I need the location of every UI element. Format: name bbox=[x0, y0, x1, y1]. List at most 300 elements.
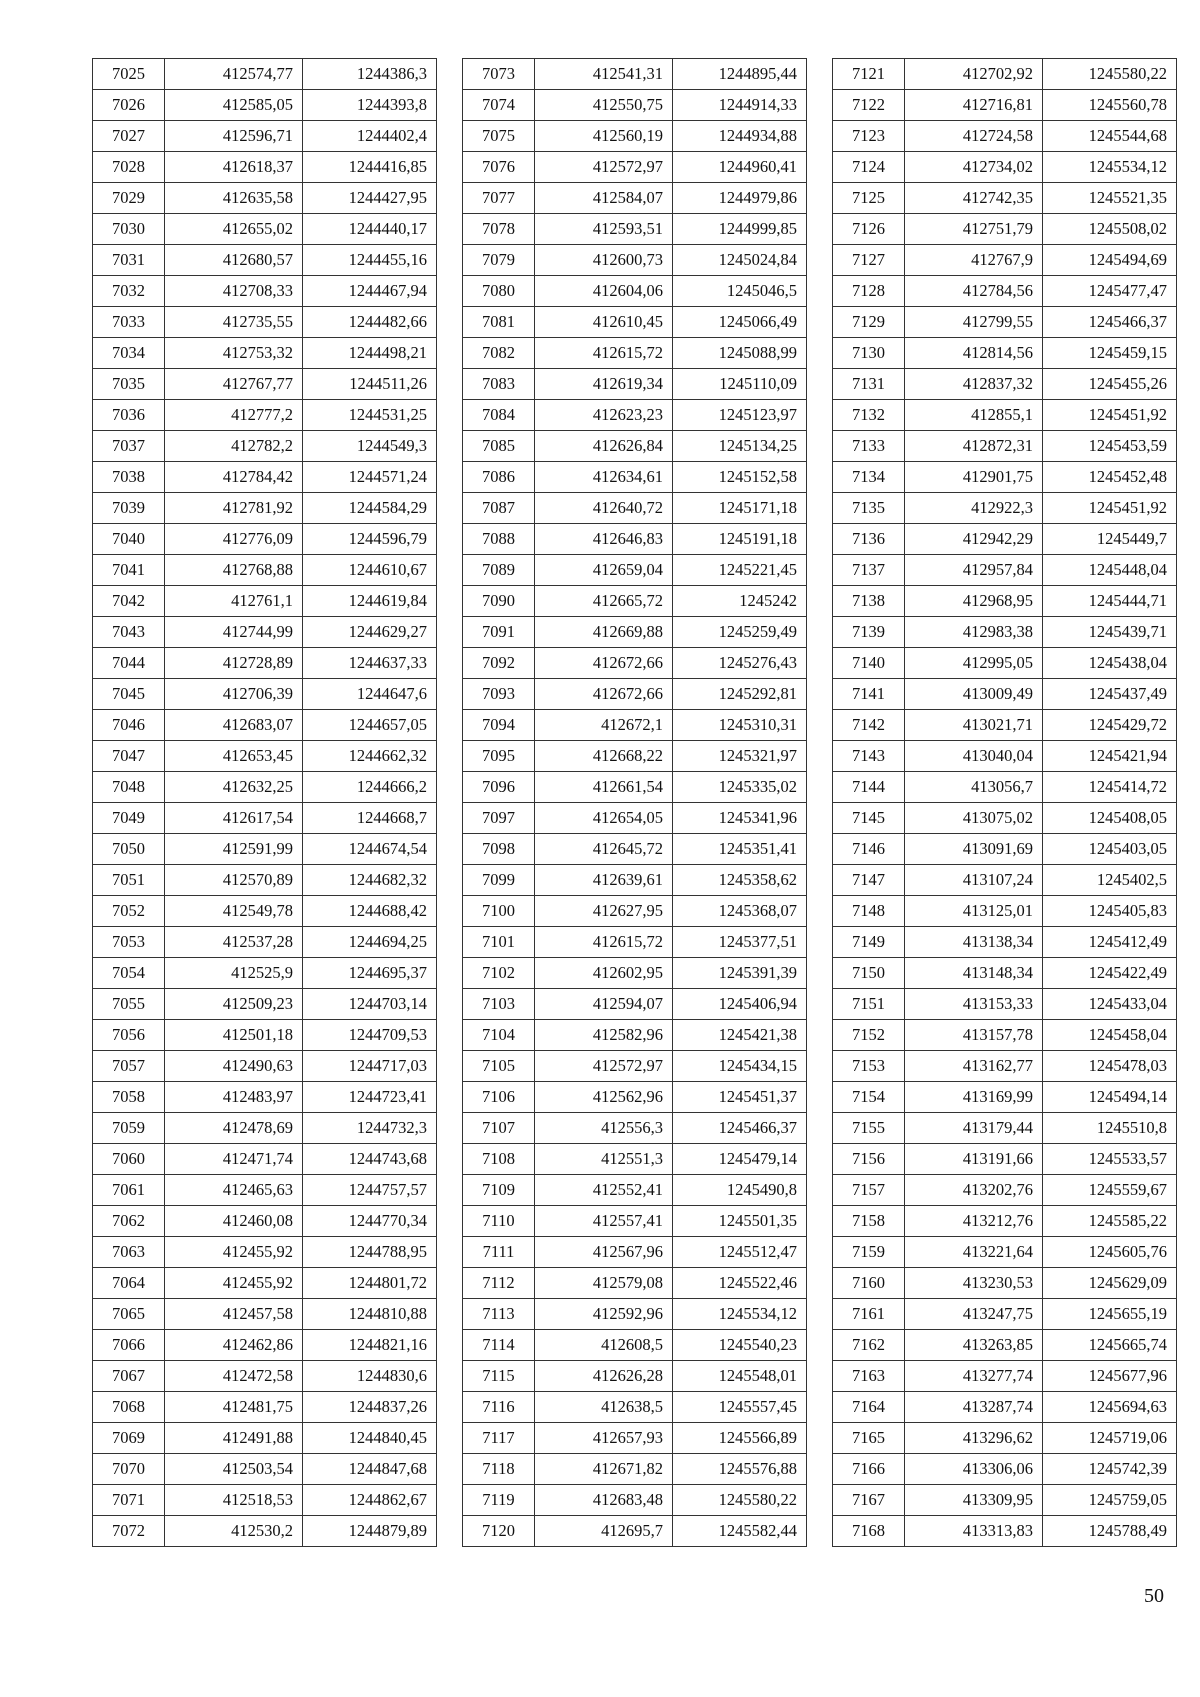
point-number-cell: 7163 bbox=[833, 1361, 905, 1392]
y-coordinate-cell: 1245403,05 bbox=[1043, 834, 1177, 865]
point-number-cell: 7064 bbox=[93, 1268, 165, 1299]
point-number-cell: 7138 bbox=[833, 586, 905, 617]
y-coordinate-cell: 1245422,49 bbox=[1043, 958, 1177, 989]
table-row bbox=[463, 1485, 807, 1516]
y-coordinate-cell: 1245453,59 bbox=[1043, 431, 1177, 462]
point-number-cell: 7054 bbox=[93, 958, 165, 989]
table-row bbox=[463, 1268, 807, 1299]
x-coordinate-cell: 412615,72 bbox=[535, 338, 673, 369]
x-coordinate-cell: 413221,64 bbox=[905, 1237, 1043, 1268]
x-coordinate-cell: 413009,49 bbox=[905, 679, 1043, 710]
table-row bbox=[463, 1237, 807, 1268]
x-coordinate-cell: 412570,89 bbox=[165, 865, 303, 896]
point-number-cell: 7100 bbox=[463, 896, 535, 927]
table-row bbox=[463, 555, 807, 586]
y-coordinate-cell: 1244770,34 bbox=[303, 1206, 437, 1237]
y-coordinate-cell: 1245066,49 bbox=[673, 307, 807, 338]
x-coordinate-cell: 412562,96 bbox=[535, 1082, 673, 1113]
table-row bbox=[833, 121, 1177, 152]
x-coordinate-cell: 412784,56 bbox=[905, 276, 1043, 307]
y-coordinate-cell: 1244629,27 bbox=[303, 617, 437, 648]
y-coordinate-cell: 1245479,14 bbox=[673, 1144, 807, 1175]
table-row bbox=[93, 958, 437, 989]
y-coordinate-cell: 1245242 bbox=[673, 586, 807, 617]
table-row bbox=[463, 617, 807, 648]
point-number-cell: 7037 bbox=[93, 431, 165, 462]
point-number-cell: 7141 bbox=[833, 679, 905, 710]
point-number-cell: 7128 bbox=[833, 276, 905, 307]
x-coordinate-cell: 412728,89 bbox=[165, 648, 303, 679]
table-row bbox=[833, 865, 1177, 896]
y-coordinate-cell: 1245501,35 bbox=[673, 1206, 807, 1237]
point-number-cell: 7094 bbox=[463, 710, 535, 741]
point-number-cell: 7133 bbox=[833, 431, 905, 462]
point-number-cell: 7139 bbox=[833, 617, 905, 648]
y-coordinate-cell: 1245466,37 bbox=[673, 1113, 807, 1144]
x-coordinate-cell: 412968,95 bbox=[905, 586, 1043, 617]
point-number-cell: 7102 bbox=[463, 958, 535, 989]
table-row bbox=[833, 400, 1177, 431]
y-coordinate-cell: 1244999,85 bbox=[673, 214, 807, 245]
y-coordinate-cell: 1244757,57 bbox=[303, 1175, 437, 1206]
y-coordinate-cell: 1245533,57 bbox=[1043, 1144, 1177, 1175]
table-row bbox=[833, 276, 1177, 307]
x-coordinate-cell: 412655,02 bbox=[165, 214, 303, 245]
point-number-cell: 7030 bbox=[93, 214, 165, 245]
x-coordinate-cell: 413153,33 bbox=[905, 989, 1043, 1020]
x-coordinate-cell: 412457,58 bbox=[165, 1299, 303, 1330]
x-coordinate-cell: 413296,62 bbox=[905, 1423, 1043, 1454]
point-number-cell: 7036 bbox=[93, 400, 165, 431]
y-coordinate-cell: 1244610,67 bbox=[303, 555, 437, 586]
y-coordinate-cell: 1245444,71 bbox=[1043, 586, 1177, 617]
table-row bbox=[463, 462, 807, 493]
point-number-cell: 7045 bbox=[93, 679, 165, 710]
table-row bbox=[833, 555, 1177, 586]
y-coordinate-cell: 1244467,94 bbox=[303, 276, 437, 307]
x-coordinate-cell: 412659,04 bbox=[535, 555, 673, 586]
y-coordinate-cell: 1245451,92 bbox=[1043, 400, 1177, 431]
table-row bbox=[833, 152, 1177, 183]
y-coordinate-cell: 1244682,32 bbox=[303, 865, 437, 896]
table-row bbox=[833, 90, 1177, 121]
table-row bbox=[93, 834, 437, 865]
coordinate-table-body bbox=[93, 59, 437, 1547]
table-row bbox=[463, 927, 807, 958]
table-row bbox=[463, 524, 807, 555]
point-number-cell: 7040 bbox=[93, 524, 165, 555]
point-number-cell: 7053 bbox=[93, 927, 165, 958]
point-number-cell: 7038 bbox=[93, 462, 165, 493]
y-coordinate-cell: 1245351,41 bbox=[673, 834, 807, 865]
y-coordinate-cell: 1244455,16 bbox=[303, 245, 437, 276]
x-coordinate-cell: 413148,34 bbox=[905, 958, 1043, 989]
x-coordinate-cell: 413091,69 bbox=[905, 834, 1043, 865]
table-row bbox=[463, 803, 807, 834]
x-coordinate-cell: 413309,95 bbox=[905, 1485, 1043, 1516]
point-number-cell: 7099 bbox=[463, 865, 535, 896]
table-row bbox=[93, 493, 437, 524]
point-number-cell: 7161 bbox=[833, 1299, 905, 1330]
y-coordinate-cell: 1245421,94 bbox=[1043, 741, 1177, 772]
table-row bbox=[833, 958, 1177, 989]
x-coordinate-cell: 413157,78 bbox=[905, 1020, 1043, 1051]
y-coordinate-cell: 1245560,78 bbox=[1043, 90, 1177, 121]
y-coordinate-cell: 1245321,97 bbox=[673, 741, 807, 772]
table-row bbox=[463, 369, 807, 400]
table-row bbox=[463, 1082, 807, 1113]
point-number-cell: 7043 bbox=[93, 617, 165, 648]
y-coordinate-cell: 1244821,16 bbox=[303, 1330, 437, 1361]
point-number-cell: 7062 bbox=[93, 1206, 165, 1237]
x-coordinate-cell: 413107,24 bbox=[905, 865, 1043, 896]
point-number-cell: 7147 bbox=[833, 865, 905, 896]
y-coordinate-cell: 1245677,96 bbox=[1043, 1361, 1177, 1392]
point-number-cell: 7142 bbox=[833, 710, 905, 741]
table-row bbox=[833, 741, 1177, 772]
x-coordinate-cell: 413040,04 bbox=[905, 741, 1043, 772]
point-number-cell: 7073 bbox=[463, 59, 535, 90]
x-coordinate-cell: 412623,23 bbox=[535, 400, 673, 431]
x-coordinate-cell: 412734,02 bbox=[905, 152, 1043, 183]
table-row bbox=[93, 865, 437, 896]
point-number-cell: 7155 bbox=[833, 1113, 905, 1144]
point-number-cell: 7119 bbox=[463, 1485, 535, 1516]
table-row bbox=[463, 1330, 807, 1361]
y-coordinate-cell: 1245221,45 bbox=[673, 555, 807, 586]
point-number-cell: 7140 bbox=[833, 648, 905, 679]
y-coordinate-cell: 1244440,17 bbox=[303, 214, 437, 245]
table-row bbox=[833, 803, 1177, 834]
y-coordinate-cell: 1245412,49 bbox=[1043, 927, 1177, 958]
table-row bbox=[93, 927, 437, 958]
y-coordinate-cell: 1244393,8 bbox=[303, 90, 437, 121]
x-coordinate-cell: 412582,96 bbox=[535, 1020, 673, 1051]
x-coordinate-cell: 412455,92 bbox=[165, 1237, 303, 1268]
x-coordinate-cell: 412627,95 bbox=[535, 896, 673, 927]
y-coordinate-cell: 1245759,05 bbox=[1043, 1485, 1177, 1516]
point-number-cell: 7168 bbox=[833, 1516, 905, 1547]
point-number-cell: 7086 bbox=[463, 462, 535, 493]
table-row bbox=[833, 1113, 1177, 1144]
table-row bbox=[93, 555, 437, 586]
x-coordinate-cell: 412777,2 bbox=[165, 400, 303, 431]
point-number-cell: 7076 bbox=[463, 152, 535, 183]
point-number-cell: 7126 bbox=[833, 214, 905, 245]
table-row bbox=[833, 1330, 1177, 1361]
x-coordinate-cell: 412776,09 bbox=[165, 524, 303, 555]
x-coordinate-cell: 412671,82 bbox=[535, 1454, 673, 1485]
x-coordinate-cell: 412665,72 bbox=[535, 586, 673, 617]
table-row bbox=[833, 648, 1177, 679]
x-coordinate-cell: 412645,72 bbox=[535, 834, 673, 865]
point-number-cell: 7124 bbox=[833, 152, 905, 183]
table-row bbox=[833, 1144, 1177, 1175]
table-row bbox=[463, 400, 807, 431]
point-number-cell: 7164 bbox=[833, 1392, 905, 1423]
x-coordinate-cell: 412654,05 bbox=[535, 803, 673, 834]
y-coordinate-cell: 1244979,86 bbox=[673, 183, 807, 214]
point-number-cell: 7157 bbox=[833, 1175, 905, 1206]
point-number-cell: 7041 bbox=[93, 555, 165, 586]
point-number-cell: 7150 bbox=[833, 958, 905, 989]
y-coordinate-cell: 1244709,53 bbox=[303, 1020, 437, 1051]
x-coordinate-cell: 412799,55 bbox=[905, 307, 1043, 338]
table-row bbox=[463, 1392, 807, 1423]
y-coordinate-cell: 1244386,3 bbox=[303, 59, 437, 90]
x-coordinate-cell: 412551,3 bbox=[535, 1144, 673, 1175]
x-coordinate-cell: 412550,75 bbox=[535, 90, 673, 121]
y-coordinate-cell: 1244531,25 bbox=[303, 400, 437, 431]
coordinate-table-body bbox=[833, 59, 1177, 1547]
y-coordinate-cell: 1244862,67 bbox=[303, 1485, 437, 1516]
x-coordinate-cell: 412574,77 bbox=[165, 59, 303, 90]
x-coordinate-cell: 412855,1 bbox=[905, 400, 1043, 431]
point-number-cell: 7106 bbox=[463, 1082, 535, 1113]
y-coordinate-cell: 1245719,06 bbox=[1043, 1423, 1177, 1454]
x-coordinate-cell: 412537,28 bbox=[165, 927, 303, 958]
point-number-cell: 7148 bbox=[833, 896, 905, 927]
coordinate-table-1 bbox=[92, 58, 437, 1547]
point-number-cell: 7159 bbox=[833, 1237, 905, 1268]
x-coordinate-cell: 412593,51 bbox=[535, 214, 673, 245]
x-coordinate-cell: 412922,3 bbox=[905, 493, 1043, 524]
x-coordinate-cell: 413169,99 bbox=[905, 1082, 1043, 1113]
x-coordinate-cell: 412604,06 bbox=[535, 276, 673, 307]
point-number-cell: 7068 bbox=[93, 1392, 165, 1423]
table-row bbox=[93, 524, 437, 555]
table-row bbox=[833, 431, 1177, 462]
point-number-cell: 7091 bbox=[463, 617, 535, 648]
y-coordinate-cell: 1245341,96 bbox=[673, 803, 807, 834]
table-row bbox=[833, 617, 1177, 648]
y-coordinate-cell: 1244668,7 bbox=[303, 803, 437, 834]
y-coordinate-cell: 1244732,3 bbox=[303, 1113, 437, 1144]
table-row bbox=[93, 1392, 437, 1423]
y-coordinate-cell: 1245478,03 bbox=[1043, 1051, 1177, 1082]
point-number-cell: 7131 bbox=[833, 369, 905, 400]
point-number-cell: 7095 bbox=[463, 741, 535, 772]
table-row bbox=[93, 1020, 437, 1051]
point-number-cell: 7152 bbox=[833, 1020, 905, 1051]
x-coordinate-cell: 413191,66 bbox=[905, 1144, 1043, 1175]
table-row bbox=[93, 586, 437, 617]
y-coordinate-cell: 1244416,85 bbox=[303, 152, 437, 183]
point-number-cell: 7074 bbox=[463, 90, 535, 121]
point-number-cell: 7162 bbox=[833, 1330, 905, 1361]
coordinate-table-3 bbox=[832, 58, 1177, 1547]
table-row bbox=[93, 276, 437, 307]
x-coordinate-cell: 412814,56 bbox=[905, 338, 1043, 369]
x-coordinate-cell: 413021,71 bbox=[905, 710, 1043, 741]
point-number-cell: 7151 bbox=[833, 989, 905, 1020]
point-number-cell: 7144 bbox=[833, 772, 905, 803]
y-coordinate-cell: 1245405,83 bbox=[1043, 896, 1177, 927]
table-row bbox=[93, 741, 437, 772]
y-coordinate-cell: 1245088,99 bbox=[673, 338, 807, 369]
table-row bbox=[463, 1454, 807, 1485]
y-coordinate-cell: 1245310,31 bbox=[673, 710, 807, 741]
point-number-cell: 7166 bbox=[833, 1454, 905, 1485]
table-row bbox=[463, 989, 807, 1020]
point-number-cell: 7046 bbox=[93, 710, 165, 741]
x-coordinate-cell: 412735,55 bbox=[165, 307, 303, 338]
y-coordinate-cell: 1245510,8 bbox=[1043, 1113, 1177, 1144]
point-number-cell: 7050 bbox=[93, 834, 165, 865]
point-number-cell: 7072 bbox=[93, 1516, 165, 1547]
y-coordinate-cell: 1245276,43 bbox=[673, 648, 807, 679]
table-row bbox=[833, 1206, 1177, 1237]
x-coordinate-cell: 412768,88 bbox=[165, 555, 303, 586]
table-row bbox=[463, 741, 807, 772]
x-coordinate-cell: 412708,33 bbox=[165, 276, 303, 307]
table-row bbox=[93, 1299, 437, 1330]
table-row bbox=[833, 989, 1177, 1020]
x-coordinate-cell: 412626,84 bbox=[535, 431, 673, 462]
y-coordinate-cell: 1245534,12 bbox=[673, 1299, 807, 1330]
x-coordinate-cell: 413277,74 bbox=[905, 1361, 1043, 1392]
table-row bbox=[463, 1175, 807, 1206]
x-coordinate-cell: 412837,32 bbox=[905, 369, 1043, 400]
point-number-cell: 7042 bbox=[93, 586, 165, 617]
y-coordinate-cell: 1244596,79 bbox=[303, 524, 437, 555]
y-coordinate-cell: 1245451,92 bbox=[1043, 493, 1177, 524]
y-coordinate-cell: 1244482,66 bbox=[303, 307, 437, 338]
x-coordinate-cell: 412767,9 bbox=[905, 245, 1043, 276]
table-row bbox=[93, 1361, 437, 1392]
point-number-cell: 7153 bbox=[833, 1051, 905, 1082]
x-coordinate-cell: 412592,96 bbox=[535, 1299, 673, 1330]
point-number-cell: 7135 bbox=[833, 493, 905, 524]
table-row bbox=[93, 648, 437, 679]
x-coordinate-cell: 413125,01 bbox=[905, 896, 1043, 927]
point-number-cell: 7058 bbox=[93, 1082, 165, 1113]
y-coordinate-cell: 1244895,44 bbox=[673, 59, 807, 90]
table-row bbox=[833, 524, 1177, 555]
point-number-cell: 7047 bbox=[93, 741, 165, 772]
x-coordinate-cell: 412942,29 bbox=[905, 524, 1043, 555]
x-coordinate-cell: 413202,76 bbox=[905, 1175, 1043, 1206]
x-coordinate-cell: 412518,53 bbox=[165, 1485, 303, 1516]
y-coordinate-cell: 1244511,26 bbox=[303, 369, 437, 400]
x-coordinate-cell: 412751,79 bbox=[905, 214, 1043, 245]
x-coordinate-cell: 412683,07 bbox=[165, 710, 303, 741]
point-number-cell: 7079 bbox=[463, 245, 535, 276]
point-number-cell: 7084 bbox=[463, 400, 535, 431]
point-number-cell: 7061 bbox=[93, 1175, 165, 1206]
x-coordinate-cell: 412626,28 bbox=[535, 1361, 673, 1392]
point-number-cell: 7113 bbox=[463, 1299, 535, 1330]
point-number-cell: 7125 bbox=[833, 183, 905, 214]
point-number-cell: 7116 bbox=[463, 1392, 535, 1423]
point-number-cell: 7105 bbox=[463, 1051, 535, 1082]
y-coordinate-cell: 1245402,5 bbox=[1043, 865, 1177, 896]
x-coordinate-cell: 412501,18 bbox=[165, 1020, 303, 1051]
y-coordinate-cell: 1245437,49 bbox=[1043, 679, 1177, 710]
table-row bbox=[833, 1361, 1177, 1392]
table-row bbox=[463, 338, 807, 369]
point-number-cell: 7044 bbox=[93, 648, 165, 679]
point-number-cell: 7090 bbox=[463, 586, 535, 617]
point-number-cell: 7146 bbox=[833, 834, 905, 865]
point-number-cell: 7029 bbox=[93, 183, 165, 214]
point-number-cell: 7137 bbox=[833, 555, 905, 586]
point-number-cell: 7039 bbox=[93, 493, 165, 524]
x-coordinate-cell: 413230,53 bbox=[905, 1268, 1043, 1299]
y-coordinate-cell: 1244914,33 bbox=[673, 90, 807, 121]
x-coordinate-cell: 412672,66 bbox=[535, 648, 673, 679]
point-number-cell: 7087 bbox=[463, 493, 535, 524]
point-number-cell: 7060 bbox=[93, 1144, 165, 1175]
point-number-cell: 7033 bbox=[93, 307, 165, 338]
y-coordinate-cell: 1245534,12 bbox=[1043, 152, 1177, 183]
table-row bbox=[93, 1516, 437, 1547]
x-coordinate-cell: 412602,95 bbox=[535, 958, 673, 989]
x-coordinate-cell: 412591,99 bbox=[165, 834, 303, 865]
y-coordinate-cell: 1245024,84 bbox=[673, 245, 807, 276]
point-number-cell: 7143 bbox=[833, 741, 905, 772]
table-row bbox=[833, 1082, 1177, 1113]
y-coordinate-cell: 1245655,19 bbox=[1043, 1299, 1177, 1330]
page-number: 50 bbox=[1144, 1585, 1164, 1607]
point-number-cell: 7093 bbox=[463, 679, 535, 710]
y-coordinate-cell: 1245494,14 bbox=[1043, 1082, 1177, 1113]
x-coordinate-cell: 412744,99 bbox=[165, 617, 303, 648]
y-coordinate-cell: 1245508,02 bbox=[1043, 214, 1177, 245]
x-coordinate-cell: 412683,48 bbox=[535, 1485, 673, 1516]
table-row bbox=[463, 772, 807, 803]
y-coordinate-cell: 1244647,6 bbox=[303, 679, 437, 710]
point-number-cell: 7056 bbox=[93, 1020, 165, 1051]
y-coordinate-cell: 1245490,8 bbox=[673, 1175, 807, 1206]
y-coordinate-cell: 1244498,21 bbox=[303, 338, 437, 369]
x-coordinate-cell: 412653,45 bbox=[165, 741, 303, 772]
y-coordinate-cell: 1245433,04 bbox=[1043, 989, 1177, 1020]
point-number-cell: 7067 bbox=[93, 1361, 165, 1392]
table-row bbox=[833, 1454, 1177, 1485]
point-number-cell: 7156 bbox=[833, 1144, 905, 1175]
table-row bbox=[93, 803, 437, 834]
y-coordinate-cell: 1245665,74 bbox=[1043, 1330, 1177, 1361]
table-row bbox=[463, 493, 807, 524]
table-row bbox=[93, 1268, 437, 1299]
y-coordinate-cell: 1244837,26 bbox=[303, 1392, 437, 1423]
table-row bbox=[463, 834, 807, 865]
x-coordinate-cell: 412557,41 bbox=[535, 1206, 673, 1237]
point-number-cell: 7154 bbox=[833, 1082, 905, 1113]
x-coordinate-cell: 412530,2 bbox=[165, 1516, 303, 1547]
table-row bbox=[93, 59, 437, 90]
y-coordinate-cell: 1244830,6 bbox=[303, 1361, 437, 1392]
y-coordinate-cell: 1245580,22 bbox=[1043, 59, 1177, 90]
table-row bbox=[463, 710, 807, 741]
point-number-cell: 7049 bbox=[93, 803, 165, 834]
x-coordinate-cell: 412572,97 bbox=[535, 152, 673, 183]
x-coordinate-cell: 413313,83 bbox=[905, 1516, 1043, 1547]
y-coordinate-cell: 1245449,7 bbox=[1043, 524, 1177, 555]
y-coordinate-cell: 1245580,22 bbox=[673, 1485, 807, 1516]
point-number-cell: 7070 bbox=[93, 1454, 165, 1485]
x-coordinate-cell: 412957,84 bbox=[905, 555, 1043, 586]
table-row bbox=[93, 121, 437, 152]
x-coordinate-cell: 412556,3 bbox=[535, 1113, 673, 1144]
table-row bbox=[93, 462, 437, 493]
x-coordinate-cell: 413212,76 bbox=[905, 1206, 1043, 1237]
y-coordinate-cell: 1244666,2 bbox=[303, 772, 437, 803]
point-number-cell: 7123 bbox=[833, 121, 905, 152]
table-row bbox=[463, 1020, 807, 1051]
coordinate-table-2 bbox=[462, 58, 807, 1547]
